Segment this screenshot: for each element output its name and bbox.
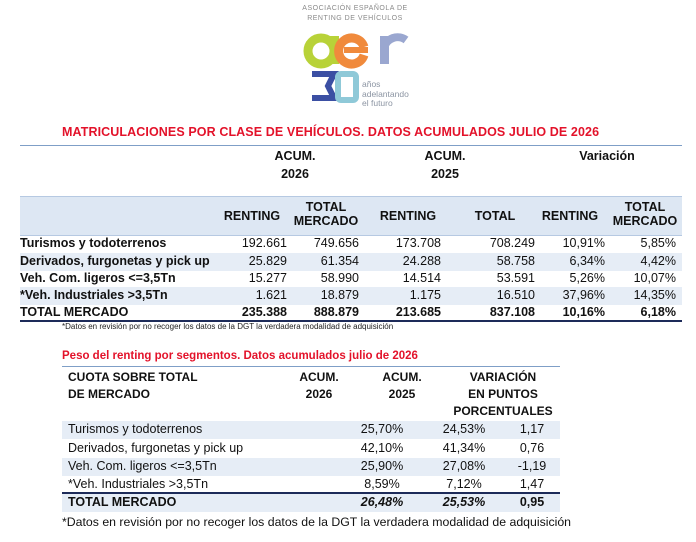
tagline-line-3: el futuro: [362, 98, 393, 108]
table1-title: MATRICULACIONES POR CLASE DE VEHÍCULOS. DATOS ACUMULADOS JULIO DE 2026: [62, 125, 600, 139]
table1-row: [20, 253, 682, 271]
header-line: DE MERCADO: [68, 387, 151, 401]
col-header-line: TOTAL: [624, 200, 666, 214]
row-label: Turismos y todoterrenos: [68, 422, 203, 436]
row-label: Derivados, furgonetas y pick up: [20, 254, 210, 268]
table1-row: [20, 235, 682, 253]
col-header-acum-2025: [372, 369, 432, 403]
cell-var-total: 5,85%: [640, 236, 676, 250]
group-header-line: Variación: [579, 149, 635, 163]
row-label: Veh. Com. ligeros <=3,5Tn: [20, 271, 176, 285]
cell-renting-2025: 14.514: [402, 271, 441, 285]
header-line: PORCENTUALES: [453, 404, 553, 418]
cell-renting-2025: 173.708: [395, 236, 441, 250]
header-line: EN PUNTOS: [468, 387, 538, 401]
table2-row: [62, 458, 560, 476]
cell-var-total: 4,42%: [640, 254, 676, 268]
cell-total-2025: 16.510: [496, 288, 535, 302]
col-header-variacion-puntos: [448, 369, 558, 420]
cell-total-2026: 749.656: [313, 236, 359, 250]
logo-letter-e: [339, 38, 368, 64]
cell-renting-2026: 192.661: [241, 236, 287, 250]
cell-renting-2026: 25.829: [248, 254, 287, 268]
logo-number-30: [312, 74, 356, 100]
cell-var-renting: 37,96%: [562, 288, 605, 302]
association-line-1: ASOCIACIÓN ESPAÑOLA DE: [302, 5, 408, 12]
group-header-variacion: [567, 147, 647, 165]
logo-tagline: [362, 80, 409, 109]
cell-renting-2025: 1.175: [409, 288, 441, 302]
row-label: *Veh. Industriales >3,5Tn: [20, 288, 168, 302]
cell-cuota-2025: 24,53%: [442, 422, 486, 436]
col-header-renting-2025: RENTING: [379, 209, 437, 223]
cell-var-renting: 5,26%: [569, 271, 605, 285]
cell-total-2026: 888.879: [313, 305, 359, 319]
table1-row: [20, 270, 682, 288]
col-header-line: TOTAL: [305, 200, 347, 214]
header-line: VARIACIÓN: [469, 370, 537, 384]
header-line: CUOTA SOBRE TOTAL: [68, 370, 198, 384]
tagline-line-2: adelantando: [362, 88, 409, 99]
tagline-line-1: años: [362, 79, 381, 89]
table2-footnote: *Datos en revisión por no recoger los datos de la DGT la verdadera modalidad de adquisición: [62, 515, 572, 529]
cell-total-2026: 18.879: [320, 288, 359, 302]
row-label: Turismos y todoterrenos: [20, 236, 167, 250]
cell-cuota-2025: 27,08%: [442, 459, 486, 473]
col-header-total-mercado-2026: [291, 200, 361, 228]
header-line: 2025: [388, 387, 416, 401]
col-header-renting-variacion: RENTING: [541, 209, 599, 223]
cell-cuota-2026: 8,59%: [364, 477, 400, 491]
group-header-line: ACUM.: [424, 149, 466, 163]
cell-cuota-2026: 25,70%: [360, 422, 404, 436]
table2-row: [62, 421, 560, 439]
cell-var-total: 6,18%: [640, 305, 676, 319]
group-header-line: ACUM.: [274, 149, 316, 163]
row-label: *Veh. Industriales >3,5Tn: [68, 477, 209, 491]
cell-var-renting: 10,16%: [562, 305, 605, 319]
group-header-line: 2025: [431, 167, 459, 181]
cell-cuota-2026: 26,48%: [360, 495, 404, 509]
table2-top-rule: [62, 366, 560, 367]
table2-title: Peso del renting por segmentos. Datos acumulados julio de 2026: [62, 350, 418, 362]
col-header-renting-2026: RENTING: [223, 209, 281, 223]
cell-cuota-2026: 25,90%: [360, 459, 404, 473]
cell-variacion: 0,76: [519, 441, 545, 455]
total-label: TOTAL MERCADO: [68, 495, 177, 509]
cell-var-total: 14,35%: [633, 288, 676, 302]
cell-renting-2026: 235.388: [241, 305, 287, 319]
cell-variacion: -1,19: [517, 459, 547, 473]
association-line-2: RENTING DE VEHÍCULOS: [307, 15, 403, 22]
table1-row: [20, 287, 682, 305]
header-line: ACUM.: [382, 370, 422, 384]
col-header-line: MERCADO: [293, 214, 359, 228]
cell-renting-2025: 213.685: [395, 305, 441, 319]
header-line: 2026: [305, 387, 333, 401]
header-line: ACUM.: [299, 370, 339, 384]
table1-footnote: *Datos en revisión por no recoger los datos de la DGT la verdadera modalidad de adquisición: [62, 322, 394, 331]
cell-var-renting: 6,34%: [569, 254, 605, 268]
cell-renting-2026: 1.621: [255, 288, 287, 302]
cell-total-2025: 53.591: [496, 271, 535, 285]
col-header-total-2025: TOTAL: [474, 209, 516, 223]
col-header-acum-2026: [289, 369, 349, 403]
cell-total-2026: 58.990: [320, 271, 359, 285]
group-header-line: 2026: [281, 167, 309, 181]
cell-variacion: 0,95: [519, 495, 545, 509]
col-header-total-mercado-variacion: [610, 200, 680, 228]
cell-cuota-2025: 25,53%: [442, 495, 486, 509]
group-header-2025: [405, 147, 485, 183]
table2-total-row: [62, 494, 560, 512]
aer-logo: [0, 0, 696, 118]
association-name: [300, 4, 410, 24]
cell-total-2026: 61.354: [320, 254, 359, 268]
cell-cuota-2026: 42,10%: [360, 441, 404, 455]
cell-renting-2026: 15.277: [248, 271, 287, 285]
cell-variacion: 1,47: [519, 477, 545, 491]
cell-cuota-2025: 7,12%: [446, 477, 482, 491]
row-label: Derivados, furgonetas y pick up: [68, 441, 244, 455]
cell-total-2025: 58.758: [496, 254, 535, 268]
col-header-cuota: [68, 369, 198, 403]
row-label: Veh. Com. ligeros <=3,5Tn: [68, 459, 217, 473]
table2-row: [62, 440, 560, 458]
cell-var-total: 10,07%: [633, 271, 676, 285]
table1-top-rule: [20, 145, 682, 146]
group-header-2026: [255, 147, 335, 183]
cell-total-2025: 837.108: [489, 305, 535, 319]
cell-cuota-2025: 41,34%: [442, 441, 486, 455]
cell-renting-2025: 24.288: [402, 254, 441, 268]
cell-total-2025: 708.249: [489, 236, 535, 250]
logo-letter-r: [380, 36, 406, 64]
total-label: TOTAL MERCADO: [20, 305, 129, 319]
col-header-line: MERCADO: [612, 214, 678, 228]
cell-variacion: 1,17: [519, 422, 545, 436]
cell-var-renting: 10,91%: [562, 236, 605, 250]
